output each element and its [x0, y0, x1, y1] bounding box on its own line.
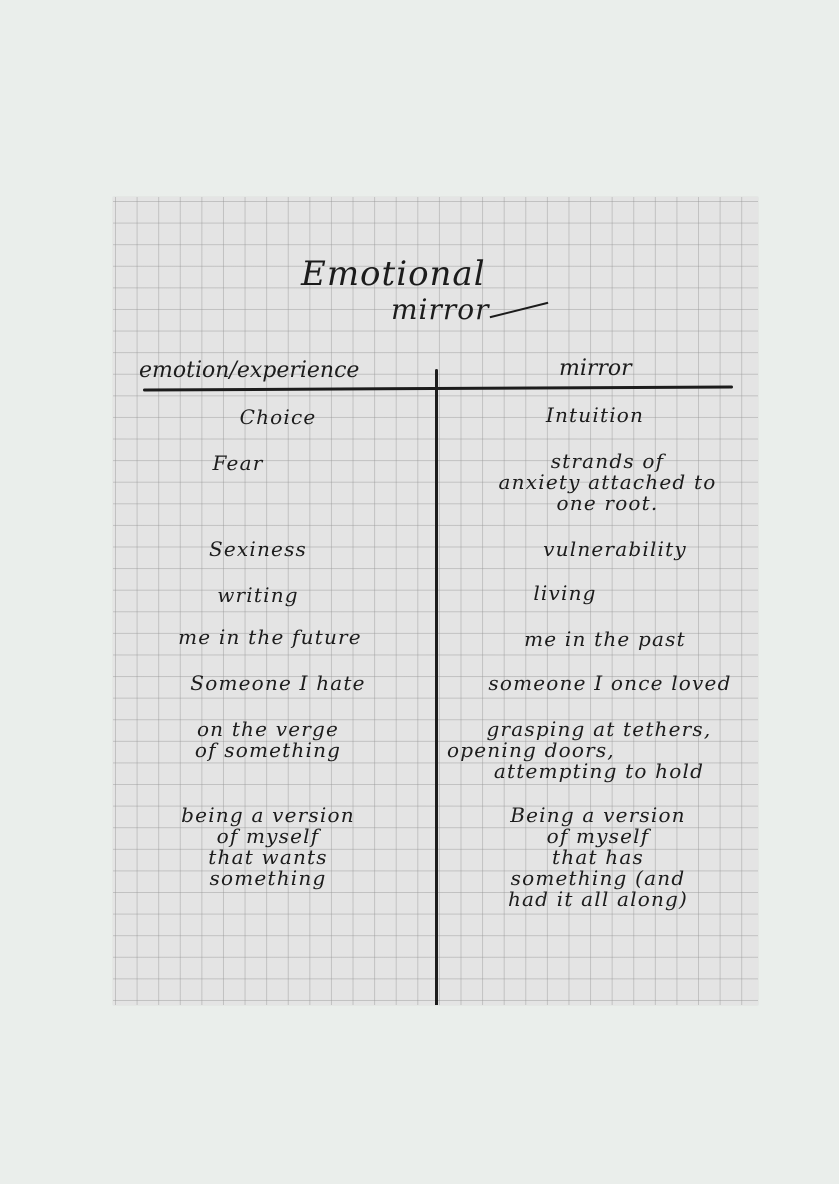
- left-cell-line: of something: [194, 738, 342, 762]
- left-cell-line: Choice: [239, 405, 317, 429]
- left-cell-line: being a version: [181, 803, 355, 827]
- right-cell-line: strands of: [550, 449, 665, 473]
- grid-paper-note: [113, 197, 758, 1005]
- left-cell-line: me in the future: [178, 625, 362, 649]
- left-cell-writing: [153, 585, 363, 606]
- right-cell-line: someone I once loved: [488, 671, 732, 695]
- right-cell-line: had it all along): [507, 887, 689, 911]
- title-line-1: Emotional: [301, 254, 486, 294]
- column-divider: [435, 369, 438, 1005]
- left-cell-choice: [153, 407, 403, 428]
- left-cell-on-the-verge: [143, 719, 393, 761]
- right-cell-line: Intuition: [545, 403, 645, 427]
- left-cell-line: Someone I hate: [190, 671, 366, 695]
- right-cell-living: [485, 583, 645, 604]
- left-cell-fear: [133, 453, 343, 474]
- right-cell-someone-i-once-loved: [465, 673, 755, 694]
- right-cell-line: grasping at tethers,: [486, 717, 712, 741]
- right-cell-line: Being a version: [510, 803, 686, 827]
- left-cell-line: something: [209, 866, 327, 890]
- right-cell-line: attempting to hold: [493, 759, 705, 783]
- right-cell-intuition: [465, 405, 725, 426]
- header-left: emotion/experience: [139, 358, 360, 383]
- left-cell-line: Sexiness: [208, 537, 308, 561]
- left-cell-line: that wants: [208, 845, 328, 869]
- title-line-2: mirror: [391, 293, 490, 326]
- right-cell-me-in-the-past: [485, 629, 725, 650]
- left-cell-someone-i-hate: [153, 673, 403, 694]
- right-cell-line: of myself: [546, 824, 650, 848]
- left-cell-line: writing: [217, 583, 299, 607]
- left-cell-me-in-the-future: [135, 627, 405, 648]
- right-cell-line: living: [533, 581, 597, 605]
- right-cell-line: anxiety attached to: [498, 470, 717, 494]
- right-cell-being-a-version: [463, 805, 733, 910]
- title-flourish: [490, 302, 549, 318]
- right-cell-strands: [465, 451, 750, 514]
- right-cell-line: opening doors,: [447, 738, 615, 762]
- left-cell-being-a-version: [143, 805, 393, 889]
- left-cell-sexiness: [153, 539, 363, 560]
- right-cell-line: one root.: [556, 491, 659, 515]
- right-cell-line: me in the past: [524, 627, 686, 651]
- right-cell-grasping-at-tethers: [443, 719, 755, 782]
- right-cell-line: that has: [552, 845, 644, 869]
- header-right: mirror: [559, 356, 632, 381]
- left-cell-line: on the verge: [196, 717, 340, 741]
- right-cell-line: something (and: [510, 866, 686, 890]
- left-cell-line: of myself: [216, 824, 320, 848]
- right-cell-vulnerability: [505, 539, 725, 560]
- left-cell-line: Fear: [212, 451, 264, 475]
- right-cell-line: vulnerability: [543, 537, 687, 561]
